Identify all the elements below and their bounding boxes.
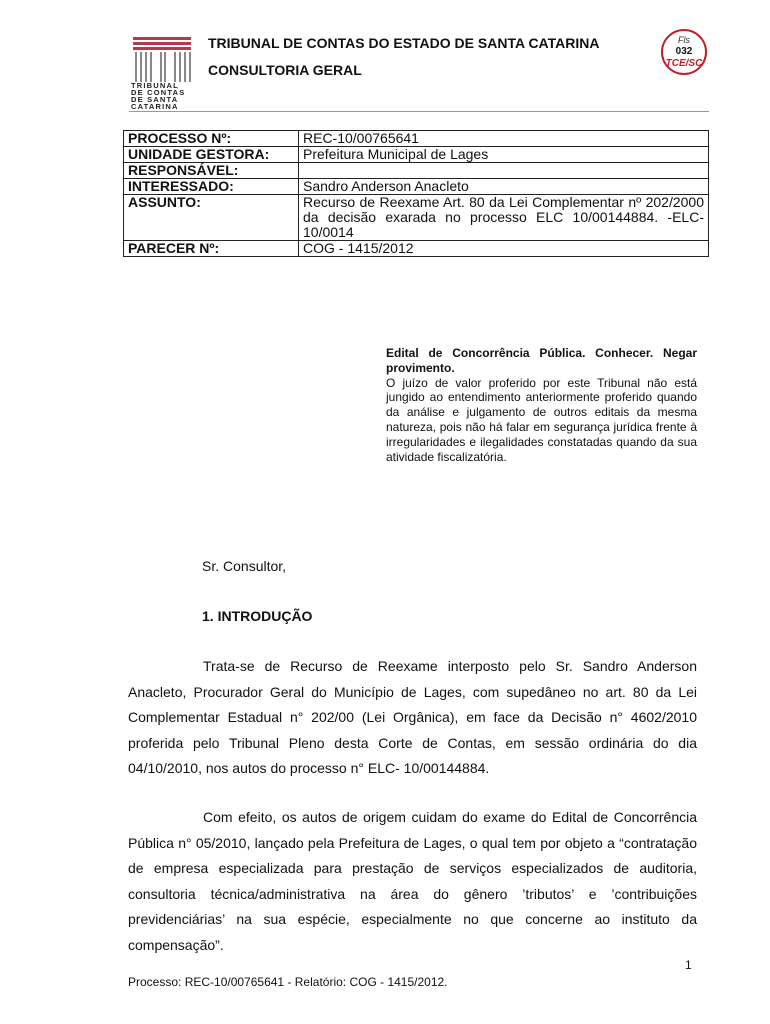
table-row (124, 179, 709, 195)
field-value: Prefeitura Municipal de Lages (299, 147, 709, 163)
field-value: COG - 1415/2012 (299, 241, 709, 257)
field-label: INTERESSADO: (124, 179, 299, 195)
table-row (124, 131, 709, 147)
department-title: CONSULTORIA GERAL (208, 62, 362, 78)
logo-line: DE SANTA (131, 95, 179, 104)
field-label: RESPONSÁVEL: (124, 163, 299, 179)
section-title: 1. INTRODUÇÃO (202, 608, 313, 624)
field-value: Sandro Anderson Anacleto (299, 179, 709, 195)
field-value: REC-10/00765641 (299, 131, 709, 147)
field-label: PARECER Nº: (124, 241, 299, 257)
institution-title: TRIBUNAL DE CONTAS DO ESTADO DE SANTA CATARINA (208, 35, 600, 51)
table-row (124, 163, 709, 179)
body-paragraph: Trata-se de Recurso de Reexame interposto pelo Sr. Sandro Anderson Anacleto, Procurador Geral do Município de Lages, com supedâneo no art. 80 da Lei Complementar Estadual n° 202/00 (Lei Orgânica), em face da Decisão n° 4602/2010 proferida pelo Tribunal Pleno desta Corte de Contas, em sessão ordinária do dia 04/10/2010, nos autos do processo n° ELC- 10/00144884. (128, 658, 697, 777)
table-row (124, 241, 709, 257)
table-row (124, 147, 709, 163)
field-value: Recurso de Reexame Art. 80 da Lei Complementar nº 202/2000 da decisão exarada no processo ELC 10/00144884. -ELC-10/0014 (299, 195, 709, 241)
process-info-table (123, 130, 709, 257)
field-label: ASSUNTO: (124, 195, 299, 241)
logo-line: DE CONTAS (131, 88, 186, 97)
field-label: UNIDADE GESTORA: (124, 147, 299, 163)
page-number: 1 (685, 958, 692, 972)
table-row (124, 195, 709, 241)
page-footer: Processo: REC-10/00765641 - Relatório: COG - 1415/2012. (128, 975, 448, 989)
tce-logo-icon (131, 35, 195, 83)
field-value (299, 163, 709, 179)
field-label: PROCESSO Nº: (124, 131, 299, 147)
stamp-mark: TCE/SC (665, 58, 703, 69)
logo-wordmark (131, 82, 195, 110)
ementa-body: O juízo de valor proferido por este Tribunal não está jungido ao entendimento anteriormente proferido quando da análise e julgamento de outros editais da mesma natureza, pois não há falar em segurança jurídica frente à irregularidades e ilegalidades constatadas quando da sua atividade fiscalizatória. (386, 375, 697, 464)
logo-line: CATARINA (131, 102, 179, 111)
page-stamp (660, 28, 708, 76)
tce-logo (131, 35, 195, 111)
ementa-block (386, 346, 697, 464)
body-paragraph: Com efeito, os autos de origem cuidam do exame do Edital de Concorrência Pública n° 05/2010, lançado pela Prefeitura de Lages, o qual tem por objeto a “contratação de empresa especializada para prestação de serviços especializados de auditoria, consultoria técnica/administrativa na área do gênero ’tributos’ e ’contribuições previdenciárias’ na sua espécie, especialmente no que concerne ao instituto da compensação”. (128, 809, 697, 953)
header-divider (129, 111, 709, 112)
stamp-number: 032 (675, 46, 693, 57)
ementa-heading: Edital de Concorrência Pública. Conhecer. Negar provimento. (386, 346, 697, 375)
greeting: Sr. Consultor, (202, 558, 287, 574)
logo-line: TRIBUNAL (131, 81, 179, 90)
stamp-label: Fls (678, 35, 690, 45)
